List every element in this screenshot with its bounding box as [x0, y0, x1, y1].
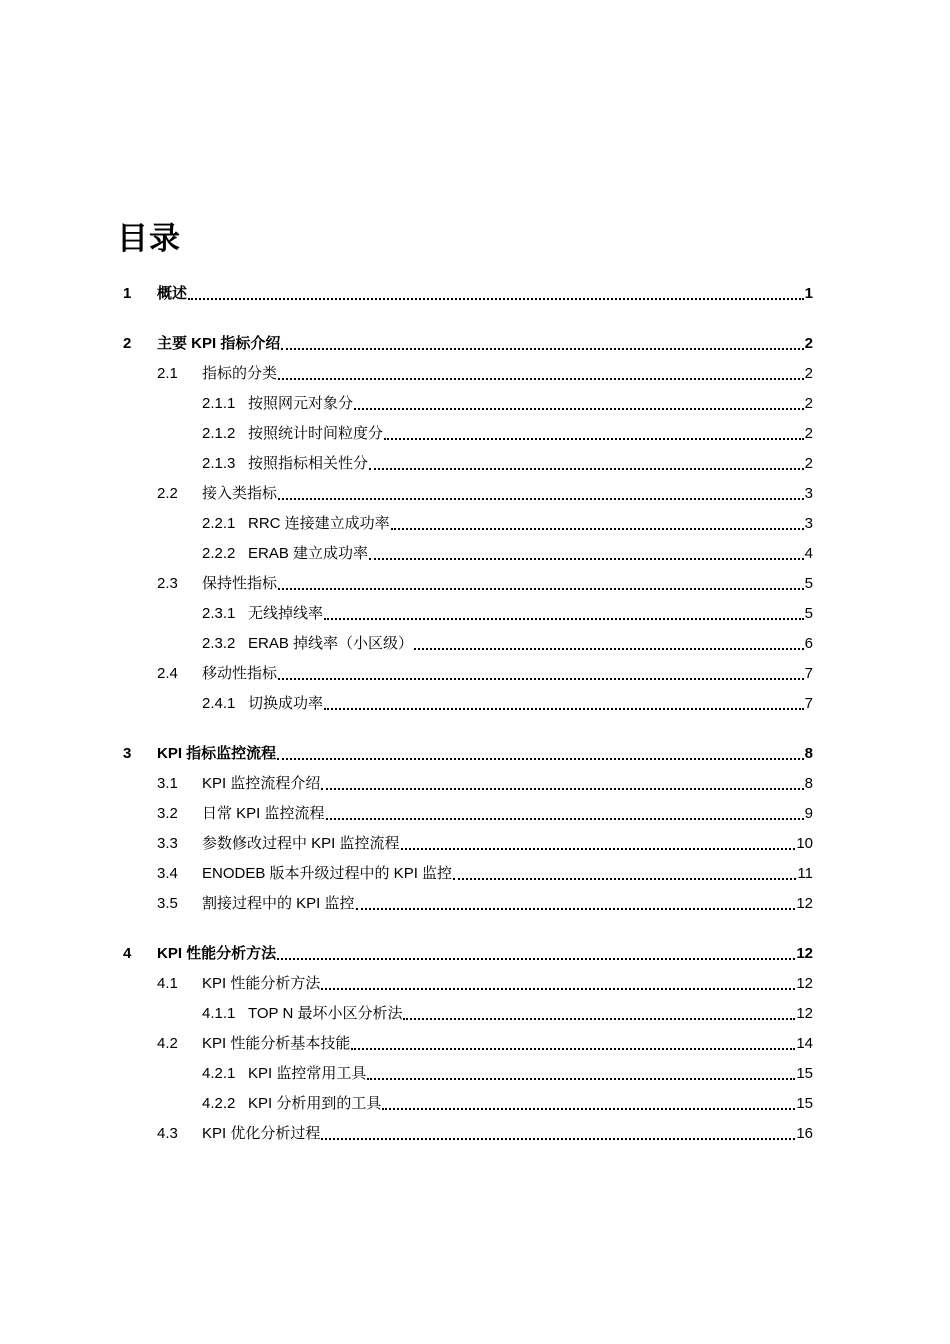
toc-entry-page-number: 2 — [804, 335, 813, 352]
toc-entry-number: 2.4.1 — [202, 695, 236, 712]
toc-entry[interactable] — [157, 364, 813, 384]
toc-dot-leader — [321, 988, 795, 990]
toc-entry-number: 3 — [123, 745, 132, 762]
toc-entry-page-number: 7 — [804, 665, 813, 682]
toc-entry-number: 4.2.2 — [202, 1095, 236, 1112]
toc-entry[interactable] — [202, 604, 813, 624]
toc-entry-label: 按照统计时间粒度分 — [248, 425, 384, 442]
toc-dot-leader — [384, 438, 804, 440]
toc-entry-number: 2.4 — [157, 665, 178, 682]
toc-entry-number: 2.2.1 — [202, 515, 236, 532]
toc-entry-label: 主要 KPI 指标介绍 — [157, 335, 281, 352]
toc-entry-label: 接入类指标 — [202, 485, 278, 502]
toc-entry[interactable] — [157, 484, 813, 504]
toc-dot-leader — [278, 498, 804, 500]
toc-entry-number: 4.2 — [157, 1035, 178, 1052]
toc-dot-leader — [351, 1048, 795, 1050]
toc-entry-label: ERAB 掉线率（小区级） — [248, 635, 414, 652]
toc-entry-page-number: 1 — [804, 285, 813, 302]
toc-entry-label: KPI 监控流程介绍 — [202, 775, 321, 792]
toc-entry-page-number: 12 — [796, 1005, 813, 1022]
toc-entry-page-number: 2 — [804, 425, 813, 442]
toc-entry-number: 3.5 — [157, 895, 178, 912]
toc-entry-page-number: 3 — [804, 485, 813, 502]
toc-entry[interactable] — [202, 694, 813, 714]
toc-entry-label: 切换成功率 — [248, 695, 324, 712]
toc-entry-page-number: 11 — [797, 865, 813, 882]
toc-entry-number: 2.1 — [157, 365, 178, 382]
toc-entry-number: 4.1.1 — [202, 1005, 236, 1022]
toc-entry[interactable] — [157, 574, 813, 594]
toc-entry[interactable] — [123, 284, 813, 304]
toc-dot-leader — [321, 1138, 795, 1140]
toc-entry-label: 按照指标相关性分 — [248, 455, 369, 472]
toc-dot-leader — [278, 588, 804, 590]
toc-entry-label: 日常 KPI 监控流程 — [202, 805, 325, 822]
toc-entry[interactable] — [157, 1034, 813, 1054]
toc-entry-label: 移动性指标 — [202, 665, 278, 682]
toc-entry[interactable] — [157, 974, 813, 994]
toc-entry-label: KPI 分析用到的工具 — [248, 1095, 382, 1112]
toc-entry-page-number: 10 — [796, 835, 813, 852]
toc-entry-page-number: 5 — [804, 575, 813, 592]
toc-entry[interactable] — [202, 1094, 813, 1114]
toc-entry[interactable] — [157, 834, 813, 854]
toc-dot-leader — [356, 908, 796, 910]
toc-entry[interactable] — [157, 664, 813, 684]
toc-entry-label: 无线掉线率 — [248, 605, 324, 622]
toc-entry-label: 指标的分类 — [202, 365, 278, 382]
toc-dot-leader — [324, 708, 804, 710]
toc-entry-page-number: 8 — [804, 745, 813, 762]
toc-entry-label: TOP N 最坏小区分析法 — [248, 1005, 403, 1022]
toc-entry-label: ENODEB 版本升级过程中的 KPI 监控 — [202, 865, 453, 882]
toc-entry[interactable] — [157, 894, 813, 914]
toc-dot-leader — [277, 758, 803, 760]
toc-entry-label: KPI 性能分析基本技能 — [202, 1035, 351, 1052]
toc-entry-number: 4.2.1 — [202, 1065, 236, 1082]
toc-entry-page-number: 5 — [804, 605, 813, 622]
toc-dot-leader — [401, 848, 796, 850]
toc-dot-leader — [354, 408, 804, 410]
toc-entry-label: 概述 — [157, 285, 188, 302]
toc-entry-label: KPI 指标监控流程 — [157, 745, 277, 762]
toc-entry-number: 4.3 — [157, 1125, 178, 1142]
toc-dot-leader — [382, 1108, 795, 1110]
toc-entry-number: 4 — [123, 945, 132, 962]
toc-dot-leader — [278, 678, 804, 680]
toc-entry-number: 2.1.1 — [202, 395, 236, 412]
toc-entry[interactable] — [157, 774, 813, 794]
toc-entry[interactable] — [202, 514, 813, 534]
toc-entry-page-number: 16 — [796, 1125, 813, 1142]
toc-entry[interactable] — [157, 804, 813, 824]
toc-dot-leader — [367, 1078, 795, 1080]
toc-entry-label: 割接过程中的 KPI 监控 — [202, 895, 355, 912]
toc-entry-page-number: 8 — [804, 775, 813, 792]
toc-dot-leader — [391, 528, 804, 530]
toc-entry-number: 2.3.2 — [202, 635, 236, 652]
toc-entry-number: 2.3 — [157, 575, 178, 592]
toc-entry[interactable] — [202, 1004, 813, 1024]
toc-entry-page-number: 4 — [804, 545, 813, 562]
toc-title: 目录 — [117, 221, 181, 257]
toc-entry-number: 2.2.2 — [202, 545, 236, 562]
toc-entry-page-number: 3 — [804, 515, 813, 532]
toc-entry[interactable] — [157, 864, 813, 884]
toc-entry-number: 3.2 — [157, 805, 178, 822]
toc-entry[interactable] — [202, 634, 813, 654]
toc-entry-number: 2.2 — [157, 485, 178, 502]
toc-entry-number: 3.1 — [157, 775, 178, 792]
toc-entry-label: KPI 优化分析过程 — [202, 1125, 321, 1142]
toc-dot-leader — [453, 878, 796, 880]
toc-entry[interactable] — [123, 334, 813, 354]
toc-entry-number: 3.4 — [157, 865, 178, 882]
toc-entry-page-number: 6 — [804, 635, 813, 652]
toc-entry[interactable] — [123, 744, 813, 764]
toc-entry[interactable] — [202, 544, 813, 564]
toc-dot-leader — [403, 1018, 795, 1020]
toc-entry-number: 2.3.1 — [202, 605, 236, 622]
toc-dot-leader — [414, 648, 804, 650]
toc-entry-page-number: 12 — [796, 945, 813, 962]
toc-dot-leader — [369, 558, 804, 560]
toc-entry-label: ERAB 建立成功率 — [248, 545, 369, 562]
toc-entry-page-number: 12 — [796, 895, 813, 912]
toc-dot-leader — [277, 958, 795, 960]
toc-entry-number: 2.1.3 — [202, 455, 236, 472]
toc-entry-number: 2.1.2 — [202, 425, 236, 442]
toc-entry-page-number: 15 — [796, 1065, 813, 1082]
toc-dot-leader — [369, 468, 804, 470]
toc-entry-page-number: 2 — [804, 365, 813, 382]
toc-entry[interactable] — [202, 454, 813, 474]
toc-entry-page-number: 15 — [796, 1095, 813, 1112]
toc-entry-page-number: 7 — [804, 695, 813, 712]
toc-dot-leader — [278, 378, 804, 380]
toc-entry-label: KPI 性能分析方法 — [157, 945, 277, 962]
toc-entry-label: KPI 监控常用工具 — [248, 1065, 367, 1082]
toc-dot-leader — [281, 348, 803, 350]
toc-entry[interactable] — [202, 394, 813, 414]
toc-entry-page-number: 14 — [796, 1035, 813, 1052]
toc-entry-number: 3.3 — [157, 835, 178, 852]
toc-entry-page-number: 2 — [804, 455, 813, 472]
toc-entry[interactable] — [123, 944, 813, 964]
toc-entry-label: RRC 连接建立成功率 — [248, 515, 390, 532]
toc-entry-page-number: 9 — [804, 805, 813, 822]
toc-dot-leader — [188, 298, 804, 300]
toc-entry[interactable] — [202, 424, 813, 444]
toc-dot-leader — [326, 818, 804, 820]
toc-entry-number: 4.1 — [157, 975, 178, 992]
toc-entry-label: 参数修改过程中 KPI 监控流程 — [202, 835, 400, 852]
toc-entry[interactable] — [157, 1124, 813, 1144]
toc-entry-page-number: 2 — [804, 395, 813, 412]
toc-entry-label: 保持性指标 — [202, 575, 278, 592]
toc-dot-leader — [321, 788, 803, 790]
toc-entry-label: 按照网元对象分 — [248, 395, 354, 412]
toc-entry-number: 1 — [123, 285, 132, 302]
toc-entry-number: 2 — [123, 335, 132, 352]
toc-entry-label: KPI 性能分析方法 — [202, 975, 321, 992]
toc-entry-page-number: 12 — [796, 975, 813, 992]
toc-entry[interactable] — [202, 1064, 813, 1084]
toc-dot-leader — [324, 618, 804, 620]
